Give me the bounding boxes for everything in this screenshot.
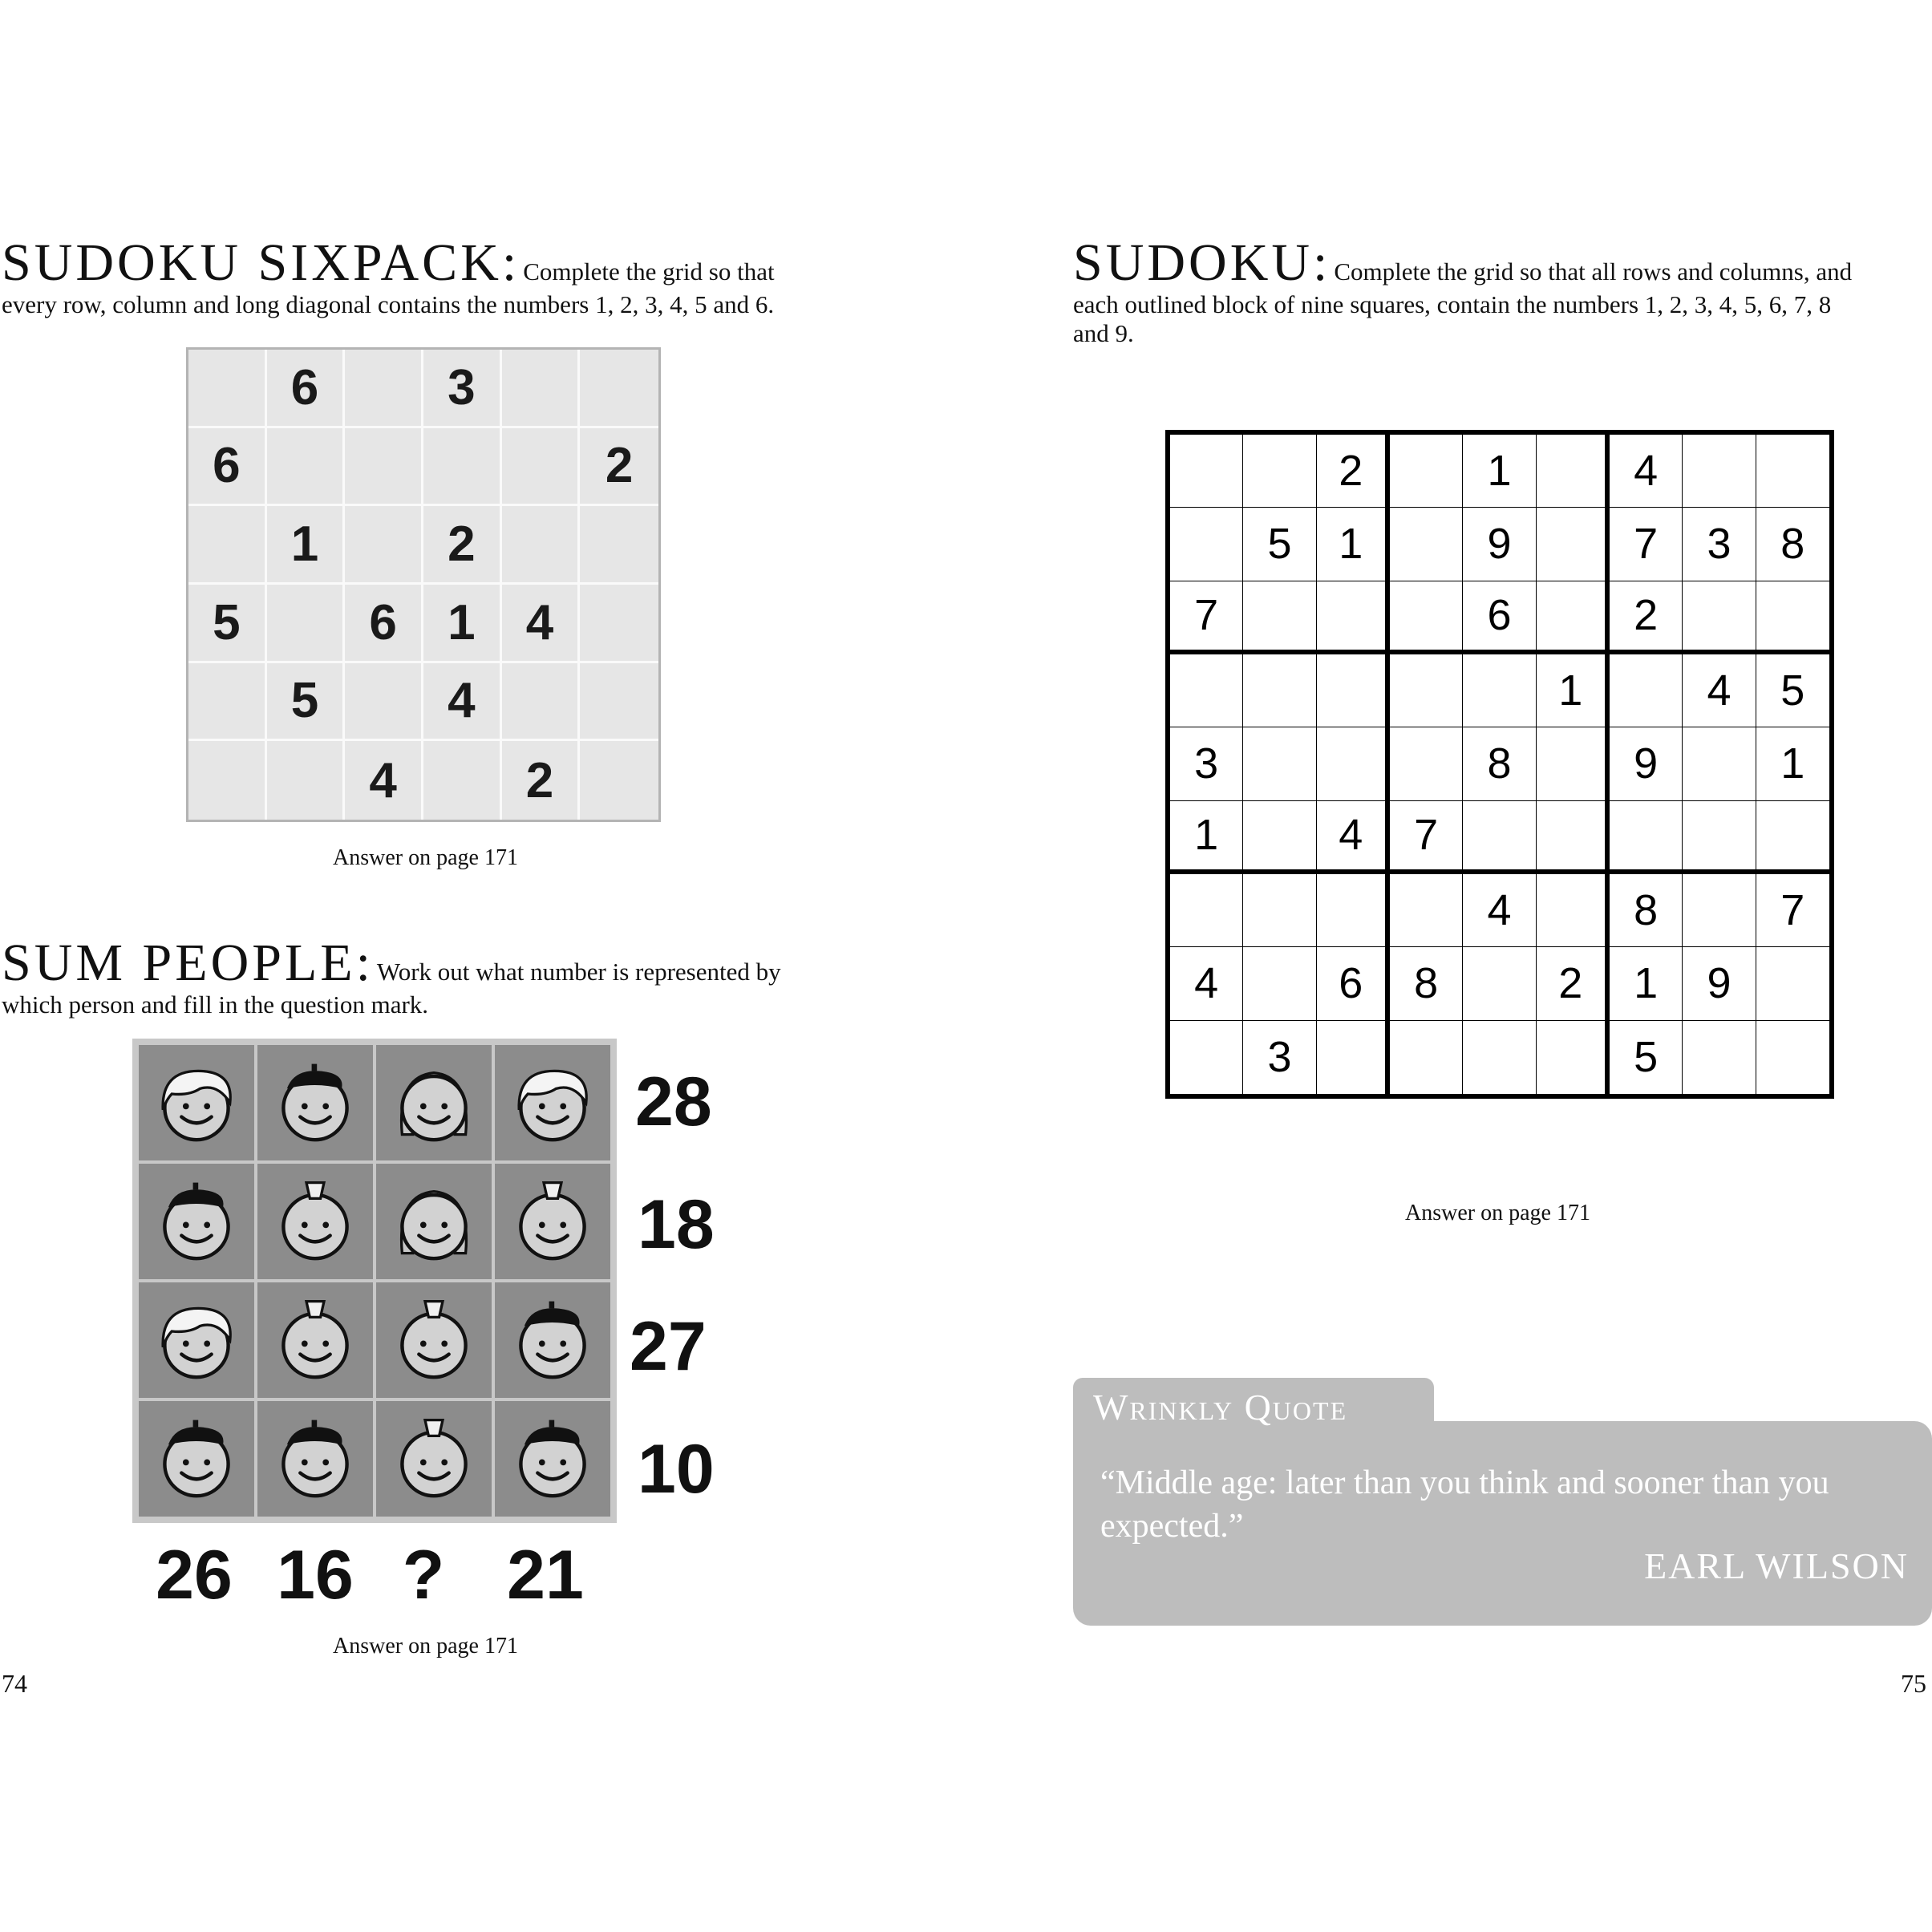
sudoku-cell: 5 — [1756, 654, 1829, 727]
sudoku-cell — [1243, 874, 1316, 947]
mohawk-man-icon — [508, 1177, 597, 1266]
sudoku-cell — [1683, 581, 1756, 654]
sixpack-cell — [502, 506, 581, 585]
sum-people-heading — [2, 933, 781, 994]
page-number-right: 75 — [1901, 1669, 1926, 1698]
sixpack-cell: 3 — [423, 350, 502, 428]
person-cell — [495, 1045, 610, 1160]
sudoku-grid — [1165, 430, 1834, 1099]
sudoku-cell — [1756, 581, 1829, 654]
sixpack-cell: 6 — [267, 350, 346, 428]
sudoku-cell — [1537, 801, 1610, 874]
sixpack-cell — [502, 428, 581, 507]
col-sum-1: 26 — [156, 1537, 233, 1614]
row-sum-1: 28 — [635, 1063, 712, 1140]
sudoku-cell: 8 — [1390, 947, 1463, 1020]
sudoku-cell — [1537, 581, 1610, 654]
sudoku-cell — [1243, 801, 1316, 874]
sudoku-cell — [1610, 654, 1683, 727]
sixpack-cell — [345, 350, 423, 428]
sudoku-cell: 1 — [1463, 435, 1536, 508]
mohawk-man-icon — [390, 1415, 478, 1503]
person-cell — [257, 1401, 373, 1517]
sudoku-cell: 8 — [1610, 874, 1683, 947]
person-cell — [376, 1401, 492, 1517]
sixpack-cell — [580, 506, 658, 585]
sixpack-cell: 1 — [267, 506, 346, 585]
quote-text: “Middle age: later than you think and sooner than you expected.” — [1100, 1464, 1829, 1545]
sudoku-cell — [1537, 508, 1610, 581]
sudoku-cell: 9 — [1463, 508, 1536, 581]
sudoku-cell — [1683, 874, 1756, 947]
sudoku-cell — [1317, 727, 1390, 800]
sixpack-cell: 1 — [423, 585, 502, 663]
sixpack-cell — [345, 428, 423, 507]
person-cell — [139, 1401, 254, 1517]
sudoku-cell — [1537, 435, 1610, 508]
sixpack-cell — [580, 663, 658, 742]
sudoku-cell: 7 — [1390, 801, 1463, 874]
sixpack-cell: 5 — [267, 663, 346, 742]
person-cell — [257, 1164, 373, 1279]
beret-man-icon — [271, 1415, 359, 1503]
sixpack-cell: 4 — [423, 663, 502, 742]
mohawk-man-icon — [271, 1177, 359, 1266]
sudoku-cell — [1170, 435, 1243, 508]
sudoku-cell: 8 — [1463, 727, 1536, 800]
sudoku-cell — [1683, 435, 1756, 508]
sixpack-cell — [423, 428, 502, 507]
mohawk-man-icon — [390, 1296, 478, 1384]
sudoku-heading — [1073, 233, 1852, 294]
sudoku-cell — [1243, 435, 1316, 508]
sudoku-cell — [1317, 581, 1390, 654]
sixpack-cell — [580, 741, 658, 820]
sixpack-cell — [267, 585, 346, 663]
sudoku-cell — [1756, 1021, 1829, 1094]
person-cell — [495, 1164, 610, 1279]
sixpack-cell: 6 — [345, 585, 423, 663]
quote-author: EARL WILSON — [1644, 1545, 1909, 1586]
sudoku-cell: 2 — [1537, 947, 1610, 1020]
sudoku-cell: 4 — [1317, 801, 1390, 874]
sixpack-instruction: Complete the grid so that — [523, 257, 775, 286]
sudoku-cell — [1756, 435, 1829, 508]
blond-boy-icon — [152, 1059, 241, 1147]
sudoku-cell — [1317, 654, 1390, 727]
beret-man-icon — [508, 1296, 597, 1384]
sixpack-cell — [580, 585, 658, 663]
sum-people-instruction-cont: which person and fill in the question mark. — [2, 990, 429, 1019]
page-number-left: 74 — [2, 1669, 27, 1698]
sudoku-cell: 4 — [1170, 947, 1243, 1020]
sudoku-cell: 7 — [1756, 874, 1829, 947]
sudoku-cell: 2 — [1610, 581, 1683, 654]
sudoku-cell: 3 — [1170, 727, 1243, 800]
sixpack-cell — [188, 350, 267, 428]
sixpack-cell — [188, 741, 267, 820]
sudoku-cell — [1243, 581, 1316, 654]
sudoku-cell: 6 — [1317, 947, 1390, 1020]
sudoku-cell — [1170, 508, 1243, 581]
sudoku-cell — [1463, 654, 1536, 727]
sudoku-cell — [1683, 801, 1756, 874]
row-sum-4: 10 — [638, 1431, 715, 1508]
sudoku-cell: 9 — [1610, 727, 1683, 800]
sixpack-cell: 4 — [345, 741, 423, 820]
sudoku-instruction: Complete the grid so that all rows and columns, and — [1334, 257, 1853, 286]
sudoku-cell — [1170, 874, 1243, 947]
sudoku-cell — [1683, 1021, 1756, 1094]
sudoku-cell: 1 — [1610, 947, 1683, 1020]
sixpack-cell — [188, 506, 267, 585]
sudoku-cell: 5 — [1243, 508, 1316, 581]
sixpack-cell: 2 — [502, 741, 581, 820]
person-cell — [495, 1401, 610, 1517]
sudoku-cell — [1756, 801, 1829, 874]
sixpack-instruction-cont: every row, column and long diagonal contains the numbers 1, 2, 3, 4, 5 and 6. — [2, 290, 775, 318]
sixpack-answer-note: Answer on page 171 — [333, 845, 518, 870]
sudoku-cell — [1317, 874, 1390, 947]
beret-man-icon — [152, 1415, 241, 1503]
sixpack-cell — [502, 663, 581, 742]
sudoku-cell — [1756, 947, 1829, 1020]
sudoku-cell: 1 — [1170, 801, 1243, 874]
person-cell — [495, 1282, 610, 1398]
sudoku-cell — [1390, 1021, 1463, 1094]
sum-people-instruction: Work out what number is represented by — [376, 958, 781, 986]
sudoku-cell — [1390, 727, 1463, 800]
sudoku-cell — [1390, 654, 1463, 727]
sudoku-cell — [1610, 801, 1683, 874]
sudoku-cell — [1390, 581, 1463, 654]
sixpack-cell: 2 — [423, 506, 502, 585]
row-sum-2: 18 — [638, 1186, 715, 1263]
sudoku-cell: 9 — [1683, 947, 1756, 1020]
person-cell — [376, 1282, 492, 1398]
sum-people-answer-note: Answer on page 171 — [333, 1634, 518, 1659]
sudoku-cell — [1537, 1021, 1610, 1094]
sixpack-grid — [186, 347, 661, 822]
sudoku-cell: 5 — [1610, 1021, 1683, 1094]
beret-man-icon — [508, 1415, 597, 1503]
sudoku-cell — [1390, 435, 1463, 508]
sudoku-cell: 3 — [1683, 508, 1756, 581]
sudoku-cell: 8 — [1756, 508, 1829, 581]
col-sum-4: 21 — [507, 1537, 584, 1614]
sixpack-heading — [2, 233, 775, 294]
sudoku-cell: 7 — [1170, 581, 1243, 654]
col-sum-2: 16 — [277, 1537, 354, 1614]
sudoku-cell — [1243, 947, 1316, 1020]
quote-title: Wrinkly Quote — [1093, 1387, 1348, 1428]
sixpack-cell — [267, 741, 346, 820]
girl-icon — [390, 1059, 478, 1147]
sum-people-title: SUM PEOPLE: — [2, 934, 374, 992]
sudoku-cell: 7 — [1610, 508, 1683, 581]
sudoku-cell — [1463, 947, 1536, 1020]
row-sum-3: 27 — [630, 1308, 707, 1385]
sudoku-cell: 3 — [1243, 1021, 1316, 1094]
sudoku-cell — [1537, 727, 1610, 800]
person-cell — [376, 1045, 492, 1160]
sudoku-instruction-cont-2: and 9. — [1073, 319, 1134, 347]
sudoku-cell: 1 — [1537, 654, 1610, 727]
sudoku-cell: 4 — [1683, 654, 1756, 727]
person-cell — [257, 1282, 373, 1398]
sudoku-cell: 4 — [1463, 874, 1536, 947]
beret-man-icon — [271, 1059, 359, 1147]
sudoku-answer-note: Answer on page 171 — [1405, 1201, 1590, 1225]
sudoku-cell — [1317, 1021, 1390, 1094]
person-cell — [139, 1164, 254, 1279]
blond-boy-icon — [152, 1296, 241, 1384]
person-cell — [139, 1282, 254, 1398]
sudoku-instruction-cont: each outlined block of nine squares, contain the numbers 1, 2, 3, 4, 5, 6, 7, 8 — [1073, 290, 1832, 318]
sixpack-cell — [580, 350, 658, 428]
sudoku-cell: 6 — [1463, 581, 1536, 654]
sudoku-cell: 1 — [1756, 727, 1829, 800]
sixpack-cell: 5 — [188, 585, 267, 663]
sixpack-cell — [188, 663, 267, 742]
blond-boy-icon — [508, 1059, 597, 1147]
col-sum-3: ? — [402, 1537, 445, 1614]
sudoku-cell — [1243, 727, 1316, 800]
sixpack-cell — [267, 428, 346, 507]
sixpack-cell: 6 — [188, 428, 267, 507]
sudoku-cell — [1463, 801, 1536, 874]
sudoku-cell — [1463, 1021, 1536, 1094]
sudoku-cell — [1170, 1021, 1243, 1094]
sudoku-cell — [1243, 654, 1316, 727]
girl-icon — [390, 1177, 478, 1266]
person-cell — [139, 1045, 254, 1160]
sixpack-cell — [423, 741, 502, 820]
sudoku-cell: 1 — [1317, 508, 1390, 581]
sudoku-cell — [1390, 874, 1463, 947]
sum-people-grid — [132, 1039, 617, 1523]
mohawk-man-icon — [271, 1296, 359, 1384]
person-cell — [257, 1045, 373, 1160]
sixpack-title: SUDOKU SIXPACK: — [2, 233, 520, 292]
sudoku-cell — [1390, 508, 1463, 581]
sixpack-cell: 4 — [502, 585, 581, 663]
sudoku-cell — [1683, 727, 1756, 800]
sudoku-title: SUDOKU: — [1073, 233, 1331, 292]
beret-man-icon — [152, 1177, 241, 1266]
sixpack-cell — [345, 663, 423, 742]
sudoku-cell — [1170, 654, 1243, 727]
sixpack-cell — [345, 506, 423, 585]
sixpack-cell — [502, 350, 581, 428]
person-cell — [376, 1164, 492, 1279]
sixpack-cell: 2 — [580, 428, 658, 507]
sudoku-cell — [1537, 874, 1610, 947]
sudoku-cell: 4 — [1610, 435, 1683, 508]
sudoku-cell: 2 — [1317, 435, 1390, 508]
